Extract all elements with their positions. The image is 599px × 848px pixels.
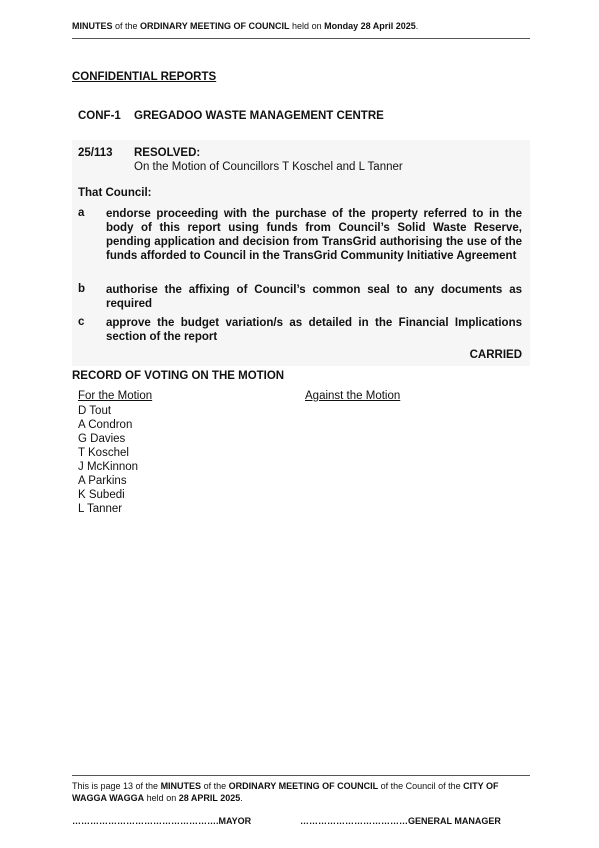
- footer-meeting: ORDINARY MEETING OF COUNCIL: [228, 781, 379, 791]
- report-name: GREGADOO WASTE MANAGEMENT CENTRE: [134, 110, 384, 122]
- item-letter: c: [78, 316, 85, 328]
- item-letter: b: [78, 283, 86, 295]
- footer-rule: [72, 775, 530, 776]
- voter-name: T Koschel: [78, 447, 129, 459]
- voter-name: A Parkins: [78, 475, 127, 487]
- report-code: CONF-1: [78, 110, 121, 122]
- item-text: endorse proceeding with the purchase of the property referred to in the body of this report using funds from Council’s Solid Waste Reserve, pending application and decision from TransGrid authorising the use of the funds afforded to Council in the TransGrid Community Initiative Agreement: [106, 208, 522, 262]
- footer-date: 28 APRIL 2025: [178, 793, 241, 803]
- mayor-signature-line: ………………………………………….MAYOR: [72, 816, 252, 826]
- for-motion-heading: For the Motion: [78, 390, 153, 402]
- resolution-number: 25/113: [78, 147, 113, 159]
- resolution-label: RESOLVED:: [134, 147, 201, 159]
- footer-text: [72, 780, 530, 804]
- item-letter: a: [78, 207, 85, 219]
- for-motion-list: [78, 404, 138, 516]
- footer-city: CITY OF WAGGA WAGGA: [72, 781, 499, 803]
- section-title: CONFIDENTIAL REPORTS: [72, 71, 217, 83]
- voter-name: A Condron: [78, 419, 133, 431]
- against-motion-heading: Against the Motion: [305, 390, 401, 402]
- voter-name: J McKinnon: [78, 461, 139, 473]
- voter-name: G Davies: [78, 433, 126, 445]
- footer-part: of the Council of the: [378, 781, 464, 791]
- header-date: Monday 28 April 2025: [324, 21, 416, 31]
- item-text: authorise the affixing of Council’s common seal to any documents as required: [106, 284, 522, 310]
- footer-part: This is page 13 of the: [72, 781, 161, 791]
- header-minutes: MINUTES: [72, 21, 113, 31]
- footer-part: .: [240, 793, 243, 803]
- footer-part: of the: [201, 781, 229, 791]
- general-manager-signature-line: ………………………………GENERAL MANAGER: [300, 816, 501, 826]
- page-header: [72, 21, 418, 31]
- voter-name: L Tanner: [78, 503, 123, 515]
- item-text: approve the budget variation/s as detailed in the Financial Implications section of the report: [106, 317, 522, 343]
- voting-title: RECORD OF VOTING ON THE MOTION: [72, 370, 285, 382]
- voter-name: D Tout: [78, 405, 112, 417]
- header-meeting: ORDINARY MEETING OF COUNCIL: [140, 21, 290, 31]
- header-rule: [72, 38, 530, 39]
- header-held-on: held on: [289, 21, 325, 31]
- footer-part: held on: [144, 793, 179, 803]
- resolution-motion: On the Motion of Councillors T Koschel and L Tanner: [134, 161, 403, 173]
- header-of: of the: [112, 21, 141, 31]
- resolution-intro: That Council:: [78, 187, 152, 199]
- footer-minutes: MINUTES: [160, 781, 202, 791]
- header-period: .: [415, 21, 419, 31]
- voter-name: K Subedi: [78, 489, 125, 501]
- resolution-outcome: CARRIED: [469, 349, 522, 361]
